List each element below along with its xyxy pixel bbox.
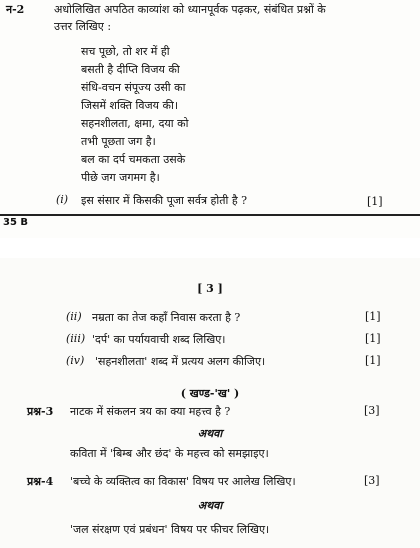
page-gap — [0, 238, 420, 258]
section-title: ( खण्ड-'ख' ) — [180, 387, 240, 400]
poem-line: बल का दर्प चमकता उसके — [81, 153, 186, 166]
poem-line: तभी पूछता जग है। — [81, 135, 156, 148]
subquestion-text: इस संसार में किसकी पूजा सर्वत्र होती है ? — [81, 194, 248, 207]
subquestion-number: (iii) — [66, 332, 86, 345]
marks-label: [3] — [364, 404, 380, 417]
poem-line: बसती है दीप्ति विजय की — [81, 63, 180, 76]
marks-label: [1] — [365, 310, 381, 323]
question-4-text: 'बच्चे के व्यक्तित्व का विकास' विषय पर आलेख लिखिए। — [70, 475, 296, 488]
marks-label: [1] — [365, 332, 381, 345]
subquestion-number: (i) — [56, 193, 69, 206]
marks-label: [1] — [365, 354, 381, 367]
question-3-alternative: कविता में 'बिम्ब और छंद' के महत्त्व को समझाइए। — [70, 447, 269, 460]
subquestion-text: नम्रता का तेज कहाँ निवास करता है ? — [92, 311, 241, 324]
question-2-instruction-line1: अधोलिखित अपठित काव्यांश को ध्यानपूर्वक पढ़कर, संबंधित प्रश्नों के — [54, 3, 326, 16]
question-4-label: प्रश्न-4 — [27, 475, 54, 488]
upper-exam-page — [0, 0, 420, 238]
marks-label: [1] — [367, 195, 383, 208]
subquestion-number: (iv) — [66, 354, 85, 367]
question-4-alternative: 'जल संरक्षण एवं प्रबंधन' विषय पर फीचर लिखिए। — [70, 523, 270, 536]
poem-line: संधि-वचन संपूज्य उसी का — [81, 81, 186, 94]
question-2-label: न-2 — [6, 3, 25, 16]
athva-separator: अथवा — [197, 427, 223, 440]
page-footer-code: 35 B — [3, 217, 29, 228]
lower-exam-page — [0, 258, 420, 548]
question-3-label: प्रश्न-3 — [27, 405, 54, 418]
page-divider-line — [0, 214, 420, 216]
subquestion-text: 'दर्प' का पर्यायवाची शब्द लिखिए। — [92, 333, 226, 346]
poem-line: जिसमें शक्ति विजय की। — [81, 99, 178, 112]
athva-separator: अथवा — [197, 499, 223, 512]
question-2-instruction-line2: उत्तर लिखिए : — [54, 20, 112, 33]
marks-label: [3] — [364, 474, 380, 487]
question-3-text: नाटक में संकलन त्रय का क्या महत्त्व है ? — [70, 405, 231, 418]
subquestion-number: (ii) — [66, 310, 82, 323]
poem-line: सच पूछो, तो शर में ही — [81, 45, 170, 58]
poem-line: सहनशीलता, क्षमा, दया को — [81, 117, 189, 130]
page-number: [ 3 ] — [197, 282, 223, 295]
subquestion-text: 'सहनशीलता' शब्द में प्रत्यय अलग कीजिए। — [95, 355, 266, 368]
poem-line: पीछे जग जगमग है। — [81, 171, 160, 184]
